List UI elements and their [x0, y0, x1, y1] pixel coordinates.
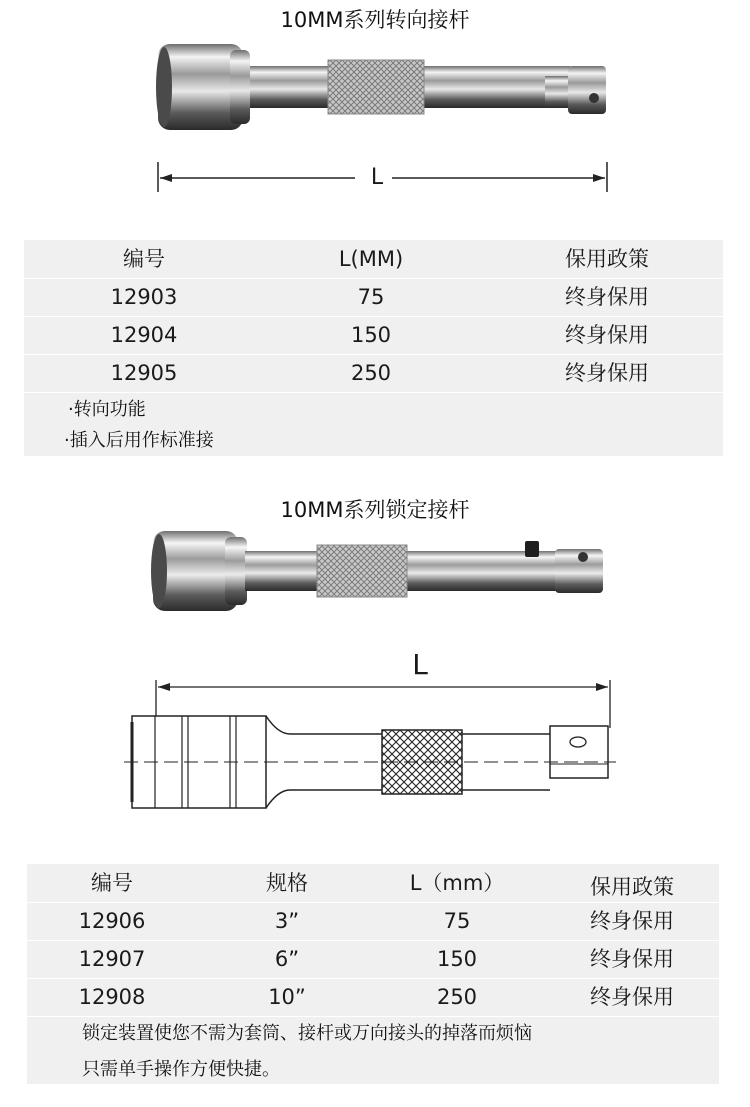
locking-extension-photo	[145, 525, 615, 620]
feature-note: 锁定装置使您不需为套筒、接杆或万向接头的掉落而烦恼	[82, 1023, 532, 1044]
table-row	[24, 316, 723, 355]
cell-warranty: 终身保用	[590, 985, 674, 1009]
dimension-label-2: L	[412, 648, 428, 681]
table-header-row	[24, 240, 723, 279]
cell-code: 12906	[78, 909, 146, 933]
cell-warranty: 终身保用	[565, 323, 649, 347]
spec-table-1	[24, 240, 723, 456]
feature-note: 只需单手操作方便快捷。	[82, 1059, 280, 1080]
header-code: 编号	[123, 247, 165, 271]
cell-code: 12903	[110, 285, 178, 309]
header-code: 编号	[91, 871, 133, 895]
cell-length: 150	[350, 323, 392, 347]
cell-length: 250	[350, 361, 392, 385]
cell-spec: 3”	[274, 909, 300, 933]
table-row	[27, 940, 719, 979]
cell-warranty: 终身保用	[565, 285, 649, 309]
table-row	[24, 354, 723, 393]
cell-code: 12905	[110, 361, 178, 385]
cell-length: 75	[357, 285, 385, 309]
table-row	[27, 902, 719, 941]
header-length: L(MM)	[338, 247, 404, 271]
header-warranty: 保用政策	[565, 247, 649, 271]
cell-length: 250	[436, 985, 478, 1009]
table-row	[27, 978, 719, 1017]
cell-code: 12907	[78, 947, 146, 971]
cell-warranty: 终身保用	[590, 947, 674, 971]
section2-title: 10MM系列锁定接杆	[280, 498, 470, 522]
table-row	[24, 278, 723, 317]
dimension-label-1: L	[370, 165, 384, 190]
cell-spec: 6”	[274, 947, 300, 971]
feature-note: ·插入后用作标准接	[64, 430, 214, 451]
locking-extension-drawing	[120, 650, 620, 820]
cell-code: 12908	[78, 985, 146, 1009]
cell-warranty: 终身保用	[590, 909, 674, 933]
cell-code: 12904	[110, 323, 178, 347]
header-spec: 规格	[266, 871, 308, 895]
cell-length: 150	[436, 947, 478, 971]
table-header-row	[27, 864, 719, 903]
header-warranty: 保用政策	[590, 875, 674, 899]
feature-note: ·转向功能	[68, 399, 146, 420]
cell-spec: 10”	[268, 985, 306, 1009]
swivel-extension-photo	[150, 36, 620, 146]
header-length: L（mm）	[409, 871, 505, 895]
cell-length: 75	[443, 909, 471, 933]
cell-warranty: 终身保用	[565, 361, 649, 385]
section1-title: 10MM系列转向接杆	[280, 8, 470, 32]
spec-table-2	[27, 864, 719, 1084]
